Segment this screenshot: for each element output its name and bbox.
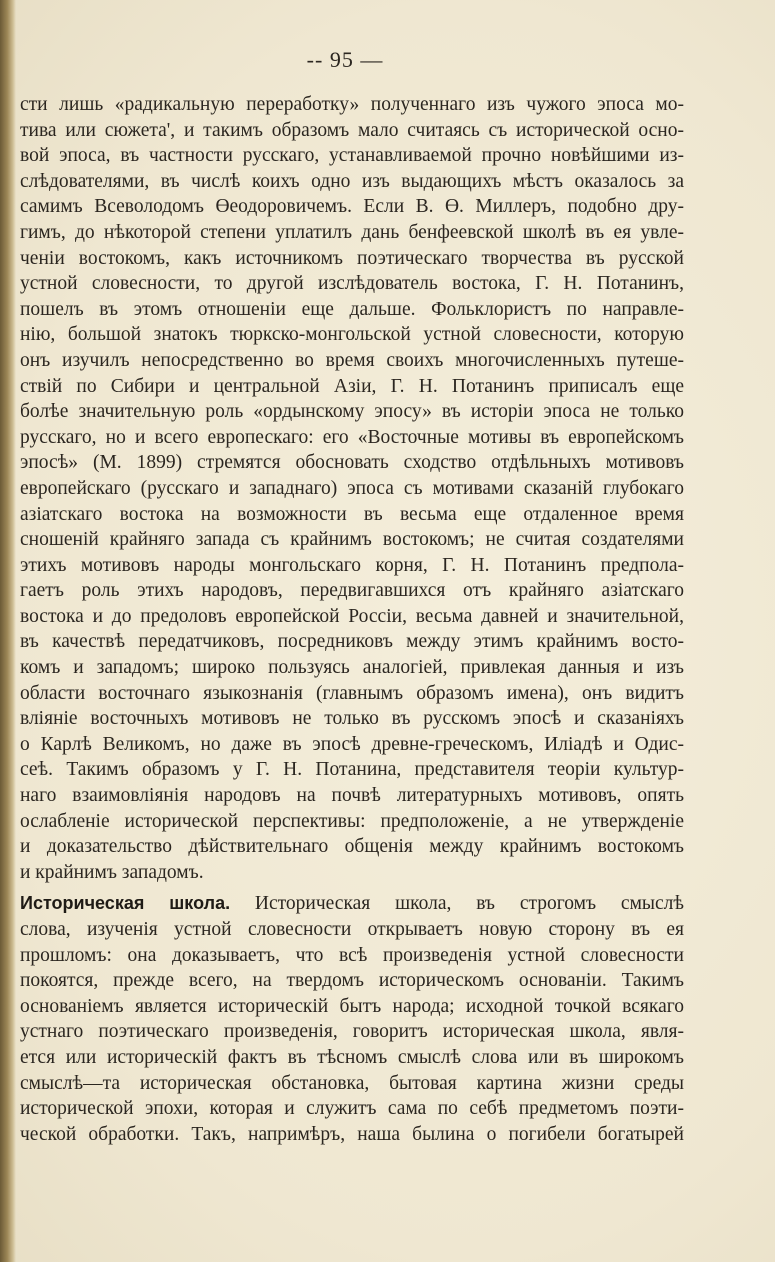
text-line: слѣдователями, въ числѣ коихъ одно изъ выдающихъ мѣстъ оказалось за xyxy=(20,170,684,192)
text-line: покоятся, прежде всего, на твердомъ историческомъ основаніи. Такимъ xyxy=(20,970,684,992)
text-line: сти лишь «радикальную переработку» полученнаго изъ чужого эпоса мо- xyxy=(20,94,684,115)
text-line: этихъ мотивовъ народы монгольскаго корня, Г. Н. Потанинъ предпола- xyxy=(20,554,684,576)
text-line: тива или сюжета', и такимъ образомъ мало считаясь съ исторической осно- xyxy=(20,119,684,141)
text-line: исторической эпохи, которая и служитъ сама по себѣ предметомъ поэти- xyxy=(20,1098,684,1120)
text-line: болѣе значительную роль «ордынскому эпосу» въ исторіи эпоса не только xyxy=(20,401,684,423)
text-line: азіатскаго востока на возможности въ весьма еще отдаленное время xyxy=(20,503,684,525)
text-line: онъ изучилъ непосредственно во время своихъ многочисленныхъ путеше- xyxy=(20,349,684,371)
paragraph-1 xyxy=(20,92,684,885)
text-line: слова, изученія устной словесности открываетъ новую сторону въ ея xyxy=(20,919,684,940)
text-line: въ качествѣ передатчиковъ, посредниковъ между этимъ крайнимъ восто- xyxy=(20,631,684,653)
text-line: основаніемъ является историческій бытъ народа; исходной точкой всякаго xyxy=(20,995,684,1017)
section-heading: Историческая школа. xyxy=(20,893,231,914)
text-line: сеѣ. Такимъ образомъ у Г. Н. Потанина, представителя теоріи культур- xyxy=(20,759,684,781)
text-line: комъ и западомъ; широко пользуясь аналогіей, привлекая данныя и изъ xyxy=(20,657,684,679)
text-line: о Карлѣ Великомъ, но даже въ эпосѣ древне-греческомъ, Иліадѣ и Одис- xyxy=(20,733,684,755)
paragraph-2 xyxy=(20,891,684,1147)
heading-line-text: Историческая школа, въ строгомъ смыслѣ xyxy=(254,893,684,915)
text-line: русскаго, но и всего европескаго: его «Восточные мотивы въ европейскомъ xyxy=(20,426,684,448)
text-line: гаетъ роль этихъ народовъ, передвигавшихся отъ крайняго азіатскаго xyxy=(20,580,684,602)
text-line: эпосѣ» (М. 1899) стремятся обосновать сходство отдѣльныхъ мотивовъ xyxy=(20,452,684,474)
text-line: области восточнаго языкознанія (главнымъ образомъ имена), онъ видитъ xyxy=(20,682,684,704)
text-line: нію, большой знатокъ тюркско-монгольской устной словесности, которую xyxy=(20,324,684,346)
text-line: устнаго поэтическаго произведенія, говоритъ историческая школа, явля- xyxy=(20,1021,684,1043)
text-line: ченіи востокомъ, какъ источникомъ поэтическаго творчества въ русской xyxy=(20,247,684,269)
text-line: устной словесности, то другой изслѣдователь востока, Г. Н. Потанинъ, xyxy=(20,273,684,295)
text-line: смыслѣ—та историческая обстановка, бытовая картина жизни среды xyxy=(20,1072,684,1094)
body-text xyxy=(20,92,684,1147)
text-line xyxy=(20,891,684,917)
book-spine-shadow xyxy=(0,0,16,1262)
text-line: наго взаимовліянія народовъ на почвѣ литературныхъ мотивовъ, опять xyxy=(20,785,684,807)
text-line: ослабленіе исторической перспективы: предположеніе, а не утвержденіе xyxy=(20,810,684,832)
text-line: ческой обработки. Такъ, напримѣръ, наша былина о погибели богатырей xyxy=(20,1123,684,1145)
text-line: и доказательство дѣйствительнаго общенія между крайнимъ востокомъ xyxy=(20,836,684,858)
text-line: пошелъ въ этомъ отношеніи еще дальше. Фольклористъ по направле- xyxy=(20,298,684,320)
text-line: и крайнимъ западомъ. xyxy=(20,861,204,883)
text-line: вой эпоса, въ частности русскаго, устанавливаемой прочно новѣйшими из- xyxy=(20,145,684,167)
text-line: ется или историческій фактъ въ тѣсномъ смыслѣ слова или въ широкомъ xyxy=(20,1046,684,1068)
text-line: самимъ Всеволодомъ Өеодоровичемъ. Если В. Ө. Миллеръ, подобно дру- xyxy=(20,196,684,218)
text-line: ствій по Сибири и центральной Азіи, Г. Н. Потанинъ приписалъ еще xyxy=(20,375,684,397)
text-line: прошломъ: она доказываетъ, что всѣ произведенія устной словесности xyxy=(20,944,684,966)
text-line: гимъ, до нѣкоторой степени уплатилъ дань бенфеевской школѣ въ ея увле- xyxy=(20,221,684,243)
text-line: европейскаго (русскаго и западнаго) эпоса съ мотивами сказаній глубокаго xyxy=(20,477,684,499)
page-number: -- 95 — xyxy=(306,47,384,72)
text-line: востока и до предоловъ европейской Россіи, весьма давней и значительной, xyxy=(20,605,684,627)
text-line: сношеній крайняго запада съ крайнимъ востокомъ; не считая создателями xyxy=(20,529,684,551)
text-line: вліяніе восточныхъ мотивовъ не только въ русскомъ эпосѣ и сказаніяхъ xyxy=(20,708,684,730)
